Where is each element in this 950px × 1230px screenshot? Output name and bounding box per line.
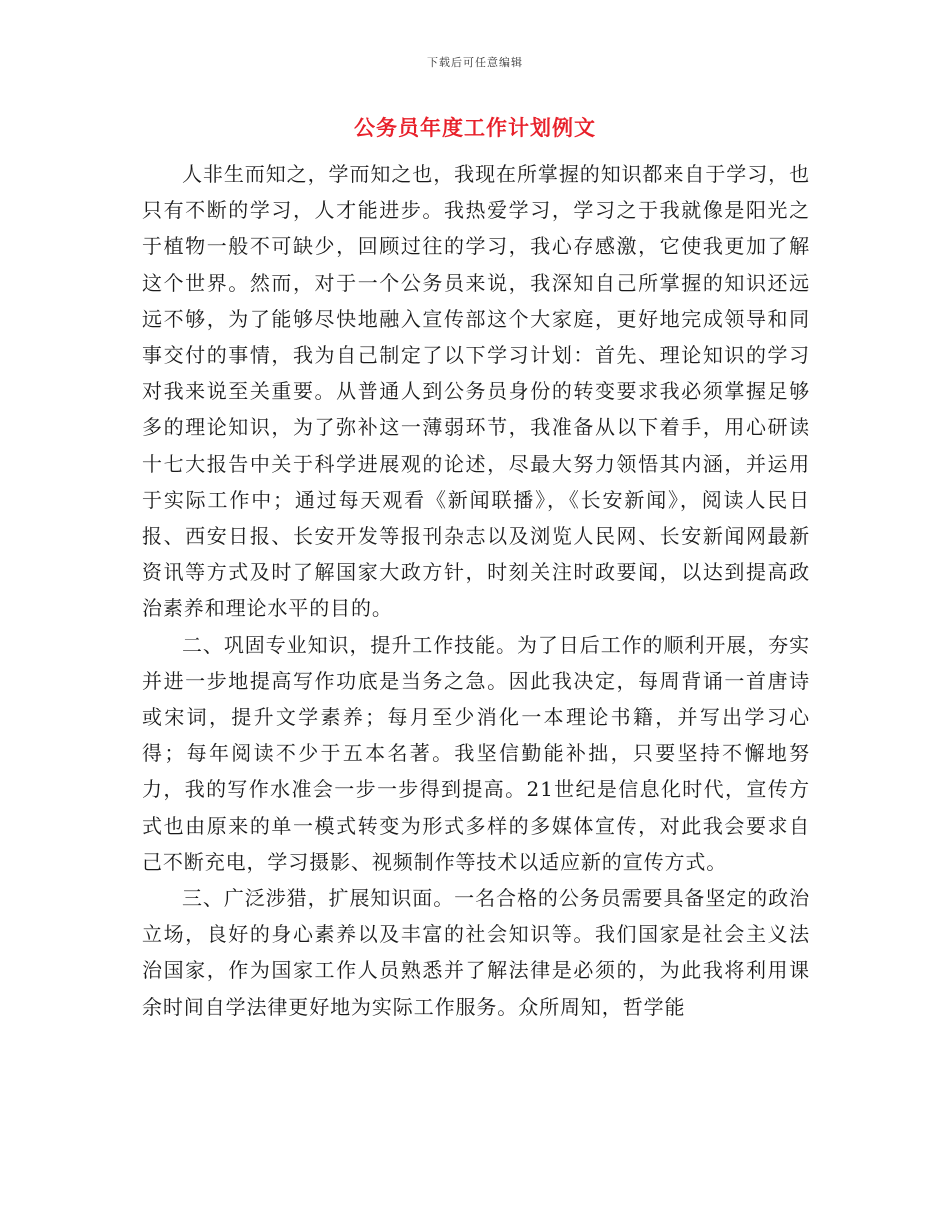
- paragraph-3: 三、广泛涉猎，扩展知识面。一名合格的公务员需要具备坚定的政治立场，良好的身心素养以及丰富的社会知识等。我们国家是社会主义法治国家，作为国家工作人员熟悉并了解法律是必须的，为此我将利用课余时间自学法律更好地为实际工作服务。众所周知，哲学能: [142, 886, 810, 1019]
- document-body: [142, 156, 810, 1025]
- paragraph-2: 二、巩固专业知识，提升工作技能。为了日后工作的顺利开展，夯实并进一步地提高写作功底是当务之急。因此我决定，每周背诵一首唐诗或宋词，提升文学素养；每月至少消化一本理论书籍，并写出学习心得；每年阅读不少于五本名著。我坚信勤能补拙，只要坚持不懈地努力，我的写作水准会一步一步得到提高。21世纪是信息化时代，宣传方式也由原来的单一模式转变为形式多样的多媒体宣传，对此我会要求自己不断充电，学习摄影、视频制作等技术以适应新的宣传方式。: [142, 632, 810, 874]
- document-title: 公务员年度工作计划例文: [354, 115, 596, 140]
- page-header: 下载后可任意编辑: [427, 56, 523, 69]
- paragraph-1: 人非生而知之，学而知之也，我现在所掌握的知识都来自于学习，也只有不断的学习，人才能进步。我热爱学习，学习之于我就像是阳光之于植物一般不可缺少，回顾过往的学习，我心存感激，它使我更加了解这个世界。然而，对于一个公务员来说，我深知自己所掌握的知识还远远不够，为了能够尽快地融入宣传部这个大家庭，更好地完成领导和同事交付的事情，我为自己制定了以下学习计划：首先、理论知识的学习对我来说至关重要。从普通人到公务员身份的转变要求我必须掌握足够多的理论知识，为了弥补这一薄弱环节，我准备从以下着手，用心研读十七大报告中关于科学进展观的论述，尽最大努力领悟其内涵，并运用于实际工作中；通过每天观看《新闻联播》，《长安新闻》，阅读人民日报、西安日报、长安开发等报刊杂志以及浏览人民网、长安新闻网最新资讯等方式及时了解国家大政方针，时刻关注时政要闻，以达到提高政治素养和理论水平的目的。: [142, 162, 810, 621]
